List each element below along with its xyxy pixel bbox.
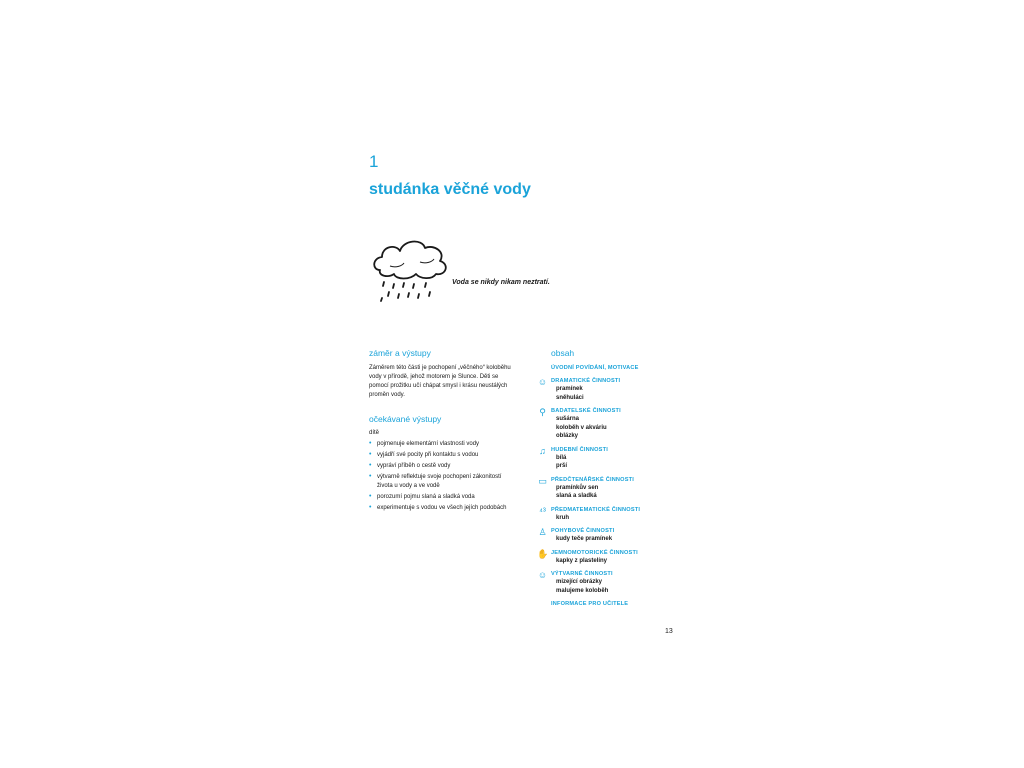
rain-cloud-icon xyxy=(370,232,450,304)
list-item: • porozumí pojmu slaná a sladká voda xyxy=(369,492,475,500)
toc-art: ☺ VÝTVARNÉ ČINNOSTI mizející obrázky malujeme koloběh xyxy=(537,570,613,594)
music-note-icon: ♫ xyxy=(539,445,546,456)
bullet-icon: • xyxy=(369,451,372,458)
contents-column xyxy=(537,348,677,613)
outcomes-list xyxy=(369,440,529,512)
bullet-icon: • xyxy=(369,462,372,469)
toc-dramatic: ☺ DRAMATICKÉ ČINNOSTI pramínek sněhuláci xyxy=(537,377,621,401)
palette-icon: ☺ xyxy=(537,570,548,580)
magnifier-icon: ⚲ xyxy=(539,407,546,417)
contents-outro: INFORMACE PRO UČITELE xyxy=(551,601,629,607)
aims-text: Záměrem této části je pochopení „věčného“ koloběhu vody v přírodě, jehož motorem je Slunce. Děti se pomocí prožitku učí chápat smysl i krásu neustálých proměn vody. xyxy=(369,365,511,398)
left-column xyxy=(369,348,529,515)
toc-prereading: ▭ PŘEDČTENÁŘSKÉ ČINNOSTI pramínkův sen slaná a sladká xyxy=(538,475,635,499)
list-item: • experimentuje s vodou ve všech jejích podobách xyxy=(369,503,507,511)
contents-heading: obsah xyxy=(551,348,575,358)
toc-finemotor: ✋ JEMNOMOTORICKÉ ČINNOSTI kapky z plastelíny xyxy=(537,548,638,564)
list-item: • výtvarně reflektuje svoje pochopení zákonitostí života u vody a ve vodě xyxy=(369,473,502,489)
toc-research: ⚲ BADATELSKÉ ČINNOSTI sušárna koloběh v akváriu oblázky xyxy=(537,407,677,441)
page-number: 13 xyxy=(665,628,673,635)
bullet-icon: • xyxy=(369,492,372,500)
list-item: • pojmenuje elementární vlastnosti vody xyxy=(369,440,480,447)
running-figure-icon: ♙ xyxy=(538,527,547,537)
outcomes-heading: očekávané výstupy xyxy=(369,414,442,424)
contents-intro: ÚVODNÍ POVÍDÁNÍ, MOTIVACE xyxy=(551,365,639,371)
bullet-icon: • xyxy=(369,473,372,480)
theater-masks-icon: ☺ xyxy=(537,377,548,387)
toc-music: ♫ HUDEBNÍ ČINNOSTI bílá prší xyxy=(537,446,677,471)
motto-text: Voda se nikdy nikam neztratí. xyxy=(452,279,550,286)
numbers-icon: ⁴³ xyxy=(539,505,546,516)
toc-movement: ♙ POHYBOVÉ ČINNOSTI kudy teče pramínek xyxy=(538,527,615,542)
open-book-icon: ▭ xyxy=(538,475,547,486)
outcomes-lead: dítě xyxy=(369,430,380,436)
list-item: • vypráví příběh o cestě vody xyxy=(369,462,451,469)
hand-icon: ✋ xyxy=(537,548,549,559)
chapter-title: studánka věčné vody xyxy=(369,181,531,198)
chapter-number: 1 xyxy=(369,152,379,171)
bullet-icon: • xyxy=(369,503,372,511)
toc-premath: ⁴³ PŘEDMATEMATICKÉ ČINNOSTI kruh xyxy=(537,506,677,523)
list-item: • vyjádří své pocity při kontaktu s vodou xyxy=(369,451,479,458)
aims-heading: záměr a výstupy xyxy=(369,348,431,358)
bullet-icon: • xyxy=(369,440,372,447)
